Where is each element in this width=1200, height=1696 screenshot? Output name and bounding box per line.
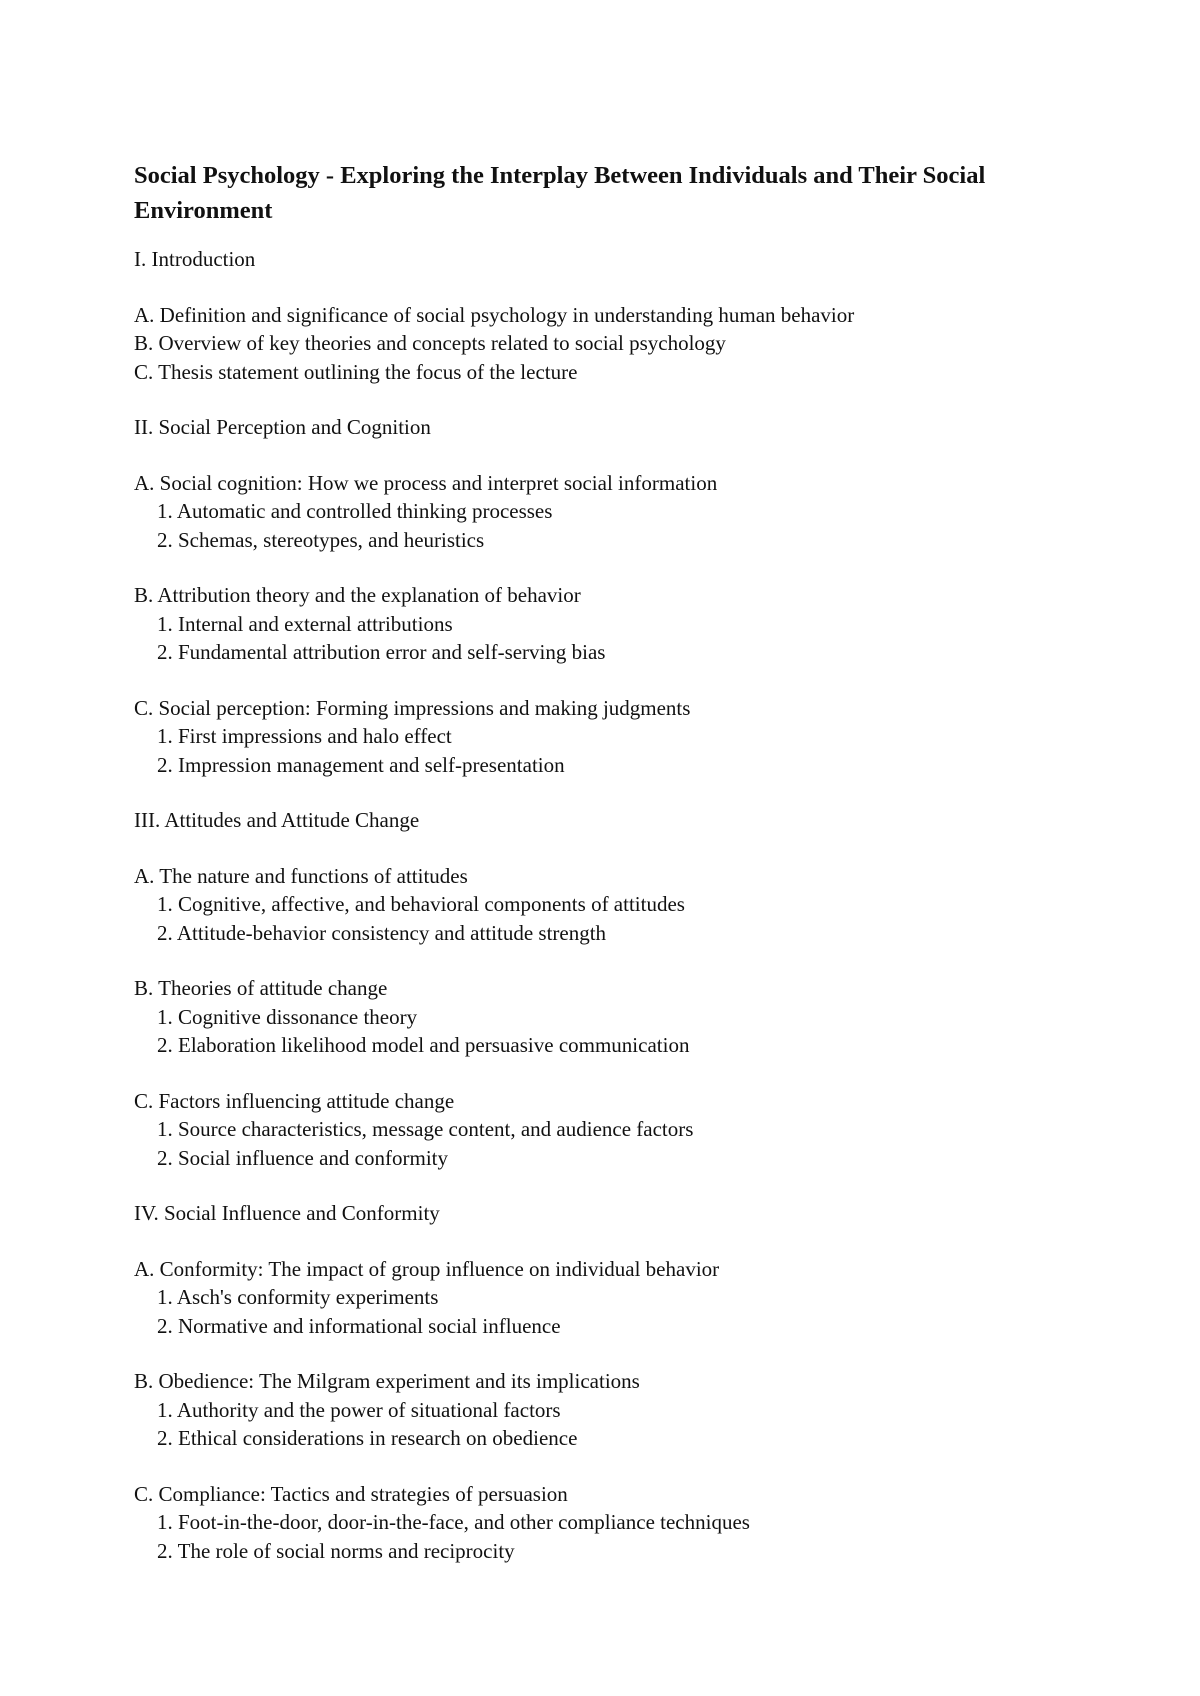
outline-subitem: 2. The role of social norms and reciprocity bbox=[157, 1538, 515, 1563]
document-body bbox=[134, 158, 1094, 1592]
section-block bbox=[134, 862, 1094, 948]
outline-subitem: 2. Fundamental attribution error and self-serving bias bbox=[157, 640, 606, 664]
outline-subitem: 1. Cognitive, affective, and behavioral components of attitudes bbox=[157, 892, 685, 916]
outline-subitem: 2. Social influence and conformity bbox=[157, 1145, 448, 1170]
section-heading-attitudes: III. Attitudes and Attitude Change bbox=[134, 808, 420, 832]
outline-item: A. Definition and significance of social psychology in understanding human behavior bbox=[134, 302, 855, 327]
section-block bbox=[134, 1367, 1094, 1453]
outline-item: C. Compliance: Tactics and strategies of persuasion bbox=[134, 1481, 568, 1506]
outline-subitem: 1. Foot-in-the-door, door-in-the-face, and other compliance techniques bbox=[157, 1510, 750, 1534]
section-block bbox=[134, 974, 1094, 1060]
outline-item: B. Obedience: The Milgram experiment and its implications bbox=[134, 1369, 640, 1393]
document-title: Social Psychology - Exploring the Interplay Between Individuals and Their Social Environment bbox=[134, 162, 986, 224]
outline-item: B. Attribution theory and the explanation of behavior bbox=[134, 583, 581, 607]
outline-subitem: 1. Automatic and controlled thinking processes bbox=[157, 499, 553, 523]
section-block bbox=[134, 1480, 1094, 1566]
outline-subitem: 1. Authority and the power of situational factors bbox=[157, 1397, 561, 1422]
outline-subitem: 2. Ethical considerations in research on obedience bbox=[157, 1426, 578, 1450]
outline-item: A. Social cognition: How we process and interpret social information bbox=[134, 470, 718, 495]
outline-item: C. Social perception: Forming impressions and making judgments bbox=[134, 695, 691, 720]
outline-subitem: 1. Internal and external attributions bbox=[157, 611, 453, 636]
outline-subitem: 2. Elaboration likelihood model and persuasive communication bbox=[157, 1033, 690, 1057]
outline-subitem: 1. First impressions and halo effect bbox=[157, 724, 452, 748]
outline-subitem: 1. Asch's conformity experiments bbox=[157, 1285, 439, 1309]
section-block bbox=[134, 469, 1094, 555]
section-heading-introduction: I. Introduction bbox=[134, 247, 256, 271]
outline-item: A. The nature and functions of attitudes bbox=[134, 863, 468, 888]
section-block bbox=[134, 1255, 1094, 1341]
outline-subitem: 2. Normative and informational social influence bbox=[157, 1313, 561, 1338]
outline-subitem: 2. Attitude-behavior consistency and attitude strength bbox=[157, 920, 607, 945]
outline-subitem: 1. Cognitive dissonance theory bbox=[157, 1004, 418, 1029]
section-heading-social-influence: IV. Social Influence and Conformity bbox=[134, 1201, 440, 1225]
outline-item: C. Factors influencing attitude change bbox=[134, 1088, 455, 1113]
section-block bbox=[134, 1087, 1094, 1173]
outline-item: B. Theories of attitude change bbox=[134, 976, 388, 1000]
section-block bbox=[134, 301, 1094, 387]
outline-item: B. Overview of key theories and concepts related to social psychology bbox=[134, 331, 726, 355]
outline-subitem: 1. Source characteristics, message content, and audience factors bbox=[157, 1117, 694, 1141]
section-block bbox=[134, 581, 1094, 667]
outline-item: C. Thesis statement outlining the focus of the lecture bbox=[134, 359, 578, 384]
section-block bbox=[134, 694, 1094, 780]
outline-subitem: 2. Impression management and self-presentation bbox=[157, 752, 565, 777]
outline-subitem: 2. Schemas, stereotypes, and heuristics bbox=[157, 527, 485, 552]
outline-item: A. Conformity: The impact of group influence on individual behavior bbox=[134, 1256, 720, 1281]
section-heading-social-perception: II. Social Perception and Cognition bbox=[134, 415, 431, 439]
